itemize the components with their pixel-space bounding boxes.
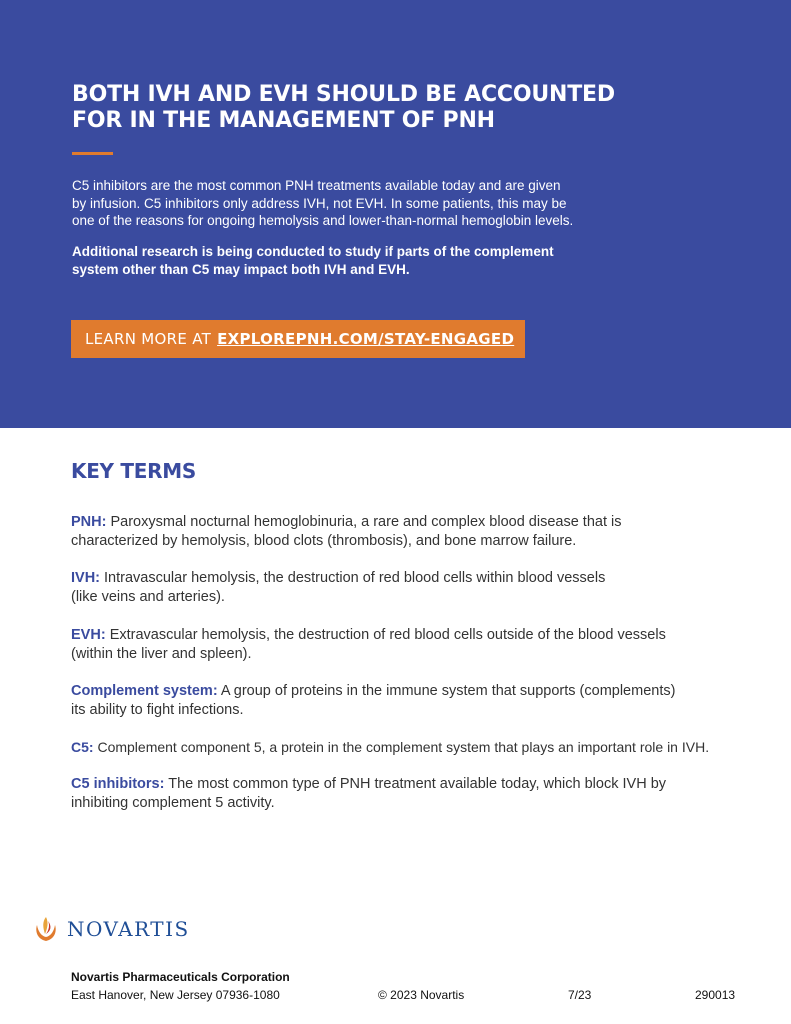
footer-date: 7/23 <box>568 988 592 1002</box>
term-evh <box>71 626 761 664</box>
cta-prefix: LEARN MORE AT <box>85 330 212 348</box>
hero-research-line-1: Additional research is being conducted to study if parts of the complement <box>72 244 554 259</box>
hero-body-line-1: C5 inhibitors are the most common PNH treatments available today and are given <box>72 178 561 193</box>
term-label: PNH: <box>71 514 107 530</box>
term-definition-line: Complement component 5, a protein in the complement system that plays an important role in IVH. <box>97 739 710 755</box>
term-definition-line: Extravascular hemolysis, the destruction of red blood cells outside of the blood vessels <box>109 627 666 643</box>
term-definition-line: The most common type of PNH treatment available today, which block IVH by <box>168 776 667 792</box>
term-definition-line: (within the liver and spleen). <box>71 646 252 662</box>
term-definition-line: (like veins and arteries). <box>71 589 225 605</box>
hero-research-note <box>72 243 632 279</box>
hero-title <box>72 82 692 134</box>
term-definition-line: Paroxysmal nocturnal hemoglobinuria, a rare and complex blood disease that is <box>110 514 622 530</box>
term-c5-inhibitors <box>71 775 761 813</box>
cta-link[interactable]: EXPLOREPNH.COM/STAY-ENGAGED <box>217 330 515 348</box>
key-terms-title: KEY TERMS <box>71 459 196 483</box>
footer-code: 290013 <box>695 988 736 1002</box>
term-label: EVH: <box>71 627 106 643</box>
learn-more-button[interactable] <box>71 320 525 358</box>
novartis-flame-icon <box>33 915 59 943</box>
term-ivh <box>71 569 761 607</box>
hero-body-line-2: by infusion. C5 inhibitors only address IVH, not EVH. In some patients, this may be <box>72 195 567 211</box>
term-c5 <box>71 738 771 757</box>
term-definition-line: Intravascular hemolysis, the destruction of red blood cells within blood vessels <box>104 570 606 586</box>
novartis-wordmark: NOVARTIS <box>67 917 190 941</box>
term-definition-line: characterized by hemolysis, blood clots (thrombosis), and bone marrow failure. <box>71 533 577 549</box>
term-label: C5: <box>71 739 94 755</box>
hero-banner <box>0 0 791 428</box>
term-label: C5 inhibitors: <box>71 776 165 792</box>
hero-body <box>72 177 652 230</box>
term-definition-line: inhibiting complement 5 activity. <box>71 795 275 811</box>
hero-body-line-3: one of the reasons for ongoing hemolysis and lower-than-normal hemoglobin levels. <box>72 213 574 228</box>
footer-address: East Hanover, New Jersey 07936-1080 <box>71 988 280 1002</box>
hero-title-line-2: FOR IN THE MANAGEMENT OF PNH <box>72 108 495 133</box>
term-pnh <box>71 513 761 551</box>
accent-divider <box>72 152 113 155</box>
term-label: Complement system: <box>71 683 218 699</box>
term-definition-line: its ability to fight infections. <box>71 702 244 718</box>
term-complement-system <box>71 682 761 720</box>
novartis-logo <box>33 915 190 943</box>
hero-title-line-1: BOTH IVH AND EVH SHOULD BE ACCOUNTED <box>72 82 615 107</box>
footer-copyright: © 2023 Novartis <box>378 988 465 1002</box>
term-definition-line: A group of proteins in the immune system that supports (complements) <box>220 683 676 699</box>
term-label: IVH: <box>71 570 100 586</box>
hero-research-line-2: system other than C5 may impact both IVH and EVH. <box>72 262 410 277</box>
footer-company: Novartis Pharmaceuticals Corporation <box>71 970 290 984</box>
